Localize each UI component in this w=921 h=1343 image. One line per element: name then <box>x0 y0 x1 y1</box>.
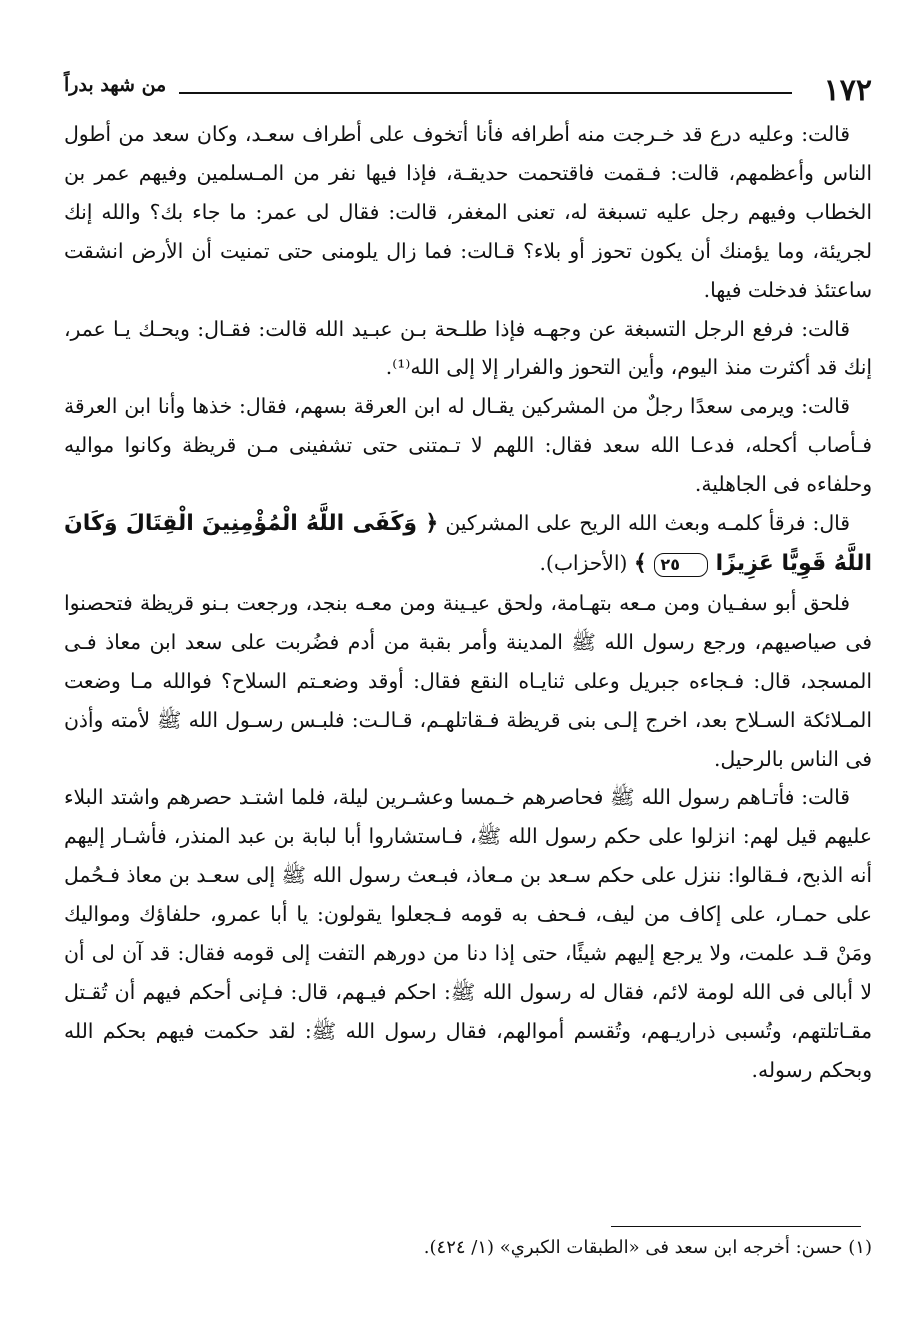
footnote-rule <box>611 1226 861 1227</box>
paragraph: قالت: فأتـاهم رسول الله ﷺ فحاصرهم خـمسا وعشـرين ليلة، فلما اشتـد حصرهم واشتد البلاء عليهم قيل لهم: انزلوا على حكم رسول الله ﷺ، فـاستشاروا أبا لبابة بن عبد المنذر، فأشـار إليهم أنه الذبح، فـقالوا: ننزل على حكم سـعد بن مـعاذ، فبـعث رسول الله ﷺ إلى سعـد بن معاذ فـحُمل على حمـار، على إكاف من ليف، فـحف به قومه فـجعلوا يقولون: يا أبا عمرو، حلفاؤك ومواليك ومَنْ قـد علمت، ولا يرجع إليهم شيئًا، حتى إذا دنا من دورهم التفت إلى قومه فقال: قد آن لى أن لا أبالى فى الله لومة لائم، فقال له رسول الله ﷺ: احكم فيـهم، قال: فـإنى أحكم فيهم أن تُقـتل مقـاتلتهم، وتُسبى ذراريـهم، وتُقسم أموالهم، فقال رسول الله ﷺ: لقد حكمت فيهم بحكم الله وبحكم رسوله. <box>64 785 872 1082</box>
verse-text: وَكَفَى اللَّهُ الْمُؤْمِنِينَ الْقِتَالَ وَكَانَ اللَّهُ قَوِيًّا عَزِيزًا <box>64 511 872 576</box>
verse-close-bracket: ﴾ <box>633 550 647 576</box>
footnote: (١) حسن: أخرجه ابن سعد فى «الطبقات الكبري» (١/ ٤٢٤). <box>423 1237 872 1258</box>
verse-number: ٢٥ <box>654 553 708 577</box>
paragraph: قالت: فرفع الرجل التسبغة عن وجهـه فإذا طلـحة بـن عبـيد الله قالت: فقـال: ويحـك يـا عمر، إنك قد أكثرت منذ اليوم، وأين التحوز والفرار إلا إلى الله⁽¹⁾. <box>64 316 872 380</box>
paragraph: قالت: ويرمى سعدًا رجلٌ من المشركين يقـال له ابن العرقة بسهم، فقال: خذها وأنا ابن العرقة فـأصاب أكحله، فدعـا الله سعد فقال: اللهم لا تـمتنى حتى تشفينى مـن قريظة وكانوا مواليه وحلفاءه فى الجاهلية. <box>64 394 872 497</box>
paragraph: فلحق أبو سفـيان ومن مـعه بتهـامة، ولحق عيـينة ومن معـه بنجد، ورجعت بـنو قريظة فتحصنوا فى صياصيهم، ورجع رسول الله ﷺ المدينة وأمر بقبة من أدم فضُربت على سعد ابن معاذ فـى المسجد، قال: فـجاءه جبريل وعلى ثنايـاه النقع فقال: أوقد وضعـتم السلاح؟ فوالله مـا وضعت المـلائكة السـلاح بعد، اخرج إلـى بنى قريظة فـقاتلهـم، قـالـت: فلبـس رسـول الله ﷺ لأمته وأذن فى الناس بالرحيل. <box>64 590 872 771</box>
page-header <box>64 66 872 106</box>
page-number: ١٧٢ <box>823 73 872 108</box>
main-text <box>64 115 872 1090</box>
verse-open-bracket: ﴿ <box>425 511 439 537</box>
running-title: من شهد بدراً <box>64 74 167 96</box>
paragraph-text: قال: فرقأ كلمـه وبعث الله الريح على المشركين <box>445 511 850 536</box>
paragraph-with-verse <box>64 504 872 584</box>
header-rule <box>179 92 792 94</box>
paragraph: قالت: وعليه درع قد خـرجت منه أطرافه فأنا أتخوف على أطراف سعـد، وكان سعد من أطول الناس وأعظمهم، قالت: فـقمت فاقتحمت حديقـة، فإذا فيها نفر من المـسلمين وفيهم عمر بن الخطاب وفيهم رجل عليه تسبغة له، تعنى المغفر، قالت: فقال لى عمر: ما جاء بك؟ والله إنك لجريئة، وما يؤمنك أن يكون تحوز أو بلاء؟ قـالت: فما زال يلومنى حتى تمنيت أن الأرض انشقت ساعتئذ فدخلت فيها. <box>64 122 872 302</box>
verse-reference: (الأحزاب). <box>539 550 628 575</box>
